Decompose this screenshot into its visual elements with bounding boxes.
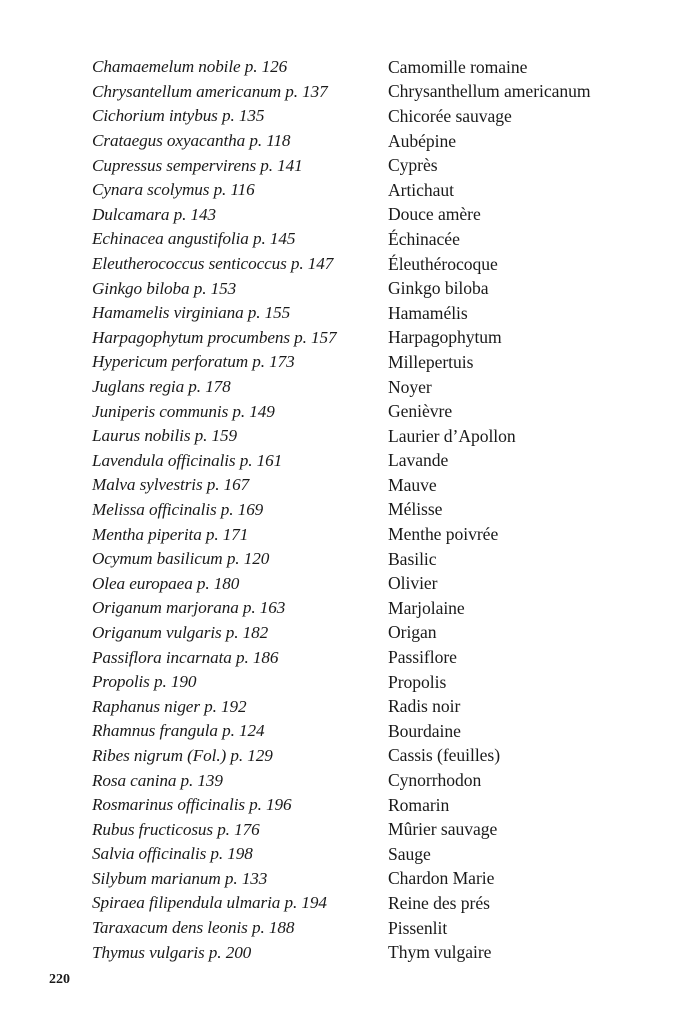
latin-name: Lavendula officinalis p. 161 <box>92 450 283 470</box>
french-name: Genièvre <box>388 401 453 422</box>
latin-name: Crataegus oxyacantha p. 118 <box>92 131 291 151</box>
index-row <box>92 522 672 547</box>
french-name: Origan <box>388 622 437 643</box>
latin-name: Echinacea angustifolia p. 145 <box>92 229 296 249</box>
latin-name: Laurus nobilis p. 159 <box>92 426 237 446</box>
french-name: Menthe poivrée <box>388 524 499 545</box>
french-name: Pissenlit <box>388 917 448 938</box>
french-name: Thym vulgaire <box>388 942 492 963</box>
index-row <box>92 301 672 326</box>
index-row <box>92 867 672 892</box>
index-row <box>92 350 672 375</box>
index-row <box>92 203 672 228</box>
french-name: Laurier d’Apollon <box>388 425 516 446</box>
french-name: Chrysanthellum americanum <box>388 81 591 102</box>
latin-name: Passiflora incarnata p. 186 <box>92 647 279 667</box>
latin-name: Ribes nigrum (Fol.) p. 129 <box>92 745 273 765</box>
latin-name: Chrysantellum americanum p. 137 <box>92 81 328 101</box>
index-row <box>92 768 672 793</box>
latin-name: Olea europaea p. 180 <box>92 573 240 593</box>
french-name: Radis noir <box>388 696 461 717</box>
index-row <box>92 596 672 621</box>
index-row <box>92 252 672 277</box>
latin-name: Silybum marianum p. 133 <box>92 868 268 888</box>
latin-name: Raphanus niger p. 192 <box>92 696 247 716</box>
latin-name: Cynara scolymus p. 116 <box>92 180 255 200</box>
latin-name: Cupressus sempervirens p. 141 <box>92 155 303 175</box>
index-row <box>92 399 672 424</box>
index-row <box>92 326 672 351</box>
french-name: Douce amère <box>388 204 481 225</box>
latin-name: Rosa canina p. 139 <box>92 770 223 790</box>
index-row <box>92 449 672 474</box>
french-name: Échinacée <box>388 228 460 249</box>
latin-name: Dulcamara p. 143 <box>92 204 216 224</box>
latin-name: Ginkgo biloba p. 153 <box>92 278 237 298</box>
french-name: Camomille romaine <box>388 56 528 77</box>
latin-name: Mentha piperita p. 171 <box>92 524 249 544</box>
index-row <box>92 80 672 105</box>
index-row <box>92 424 672 449</box>
latin-name: Hypericum perforatum p. 173 <box>92 352 295 372</box>
index-row <box>92 891 672 916</box>
index-row <box>92 129 672 154</box>
plant-index-table <box>92 55 672 965</box>
french-name: Éleuthérocoque <box>388 253 498 274</box>
french-name: Mélisse <box>388 499 443 520</box>
index-row <box>92 842 672 867</box>
index-row <box>92 670 672 695</box>
french-name: Ginkgo biloba <box>388 278 489 299</box>
latin-name: Origanum marjorana p. 163 <box>92 598 286 618</box>
index-row <box>92 178 672 203</box>
latin-name: Thymus vulgaris p. 200 <box>92 942 252 962</box>
latin-name: Malva sylvestris p. 167 <box>92 475 250 495</box>
french-name: Mauve <box>388 474 437 495</box>
index-row <box>92 473 672 498</box>
latin-name: Chamaemelum nobile p. 126 <box>92 57 288 77</box>
french-name: Artichaut <box>388 179 454 200</box>
french-name: Basilic <box>388 548 437 569</box>
french-name: Olivier <box>388 573 438 594</box>
index-row <box>92 55 672 80</box>
index-row <box>92 793 672 818</box>
latin-name: Hamamelis virginiana p. 155 <box>92 303 291 323</box>
index-row <box>92 694 672 719</box>
index-row <box>92 375 672 400</box>
french-name: Cynorrhodon <box>388 770 482 791</box>
latin-name: Origanum vulgaris p. 182 <box>92 622 269 642</box>
latin-name: Taraxacum dens leonis p. 188 <box>92 918 295 938</box>
french-name: Hamamélis <box>388 302 468 323</box>
latin-name: Ocymum basilicum p. 120 <box>92 549 270 569</box>
latin-name: Rosmarinus officinalis p. 196 <box>92 795 292 815</box>
french-name: Romarin <box>388 794 450 815</box>
latin-name: Juglans regia p. 178 <box>92 377 231 397</box>
index-row <box>92 498 672 523</box>
latin-name: Rhamnus frangula p. 124 <box>92 721 265 741</box>
latin-name: Harpagophytum procumbens p. 157 <box>92 327 337 347</box>
index-row <box>92 621 672 646</box>
latin-name: Juniperis communis p. 149 <box>92 401 275 421</box>
index-row <box>92 916 672 941</box>
french-name: Reine des prés <box>388 892 490 913</box>
index-row <box>92 940 672 965</box>
index-row <box>92 227 672 252</box>
french-name: Chicorée sauvage <box>388 105 512 126</box>
index-row <box>92 547 672 572</box>
french-name: Passiflore <box>388 647 457 668</box>
french-name: Cyprès <box>388 155 438 176</box>
index-row <box>92 571 672 596</box>
page-number: 220 <box>49 972 70 987</box>
french-name: Lavande <box>388 450 449 471</box>
french-name: Marjolaine <box>388 597 465 618</box>
index-row <box>92 817 672 842</box>
index-row <box>92 719 672 744</box>
french-name: Cassis (feuilles) <box>388 745 501 766</box>
latin-name: Cichorium intybus p. 135 <box>92 106 265 126</box>
french-name: Aubépine <box>388 130 456 151</box>
index-row <box>92 645 672 670</box>
french-name: Bourdaine <box>388 720 461 741</box>
french-name: Harpagophytum <box>388 327 502 348</box>
french-name: Chardon Marie <box>388 868 495 889</box>
french-name: Sauge <box>388 843 431 864</box>
index-row <box>92 276 672 301</box>
latin-name: Rubus fructicosus p. 176 <box>92 819 260 839</box>
index-row <box>92 153 672 178</box>
french-name: Mûrier sauvage <box>388 819 498 840</box>
latin-name: Spiraea filipendula ulmaria p. 194 <box>92 893 327 913</box>
latin-name: Salvia officinalis p. 198 <box>92 844 253 864</box>
french-name: Noyer <box>388 376 432 397</box>
french-name: Millepertuis <box>388 351 474 372</box>
index-row <box>92 104 672 129</box>
french-name: Propolis <box>388 671 447 692</box>
index-row <box>92 744 672 769</box>
latin-name: Propolis p. 190 <box>92 672 197 692</box>
latin-name: Eleutherococcus senticoccus p. 147 <box>92 254 334 274</box>
latin-name: Melissa officinalis p. 169 <box>92 499 264 519</box>
